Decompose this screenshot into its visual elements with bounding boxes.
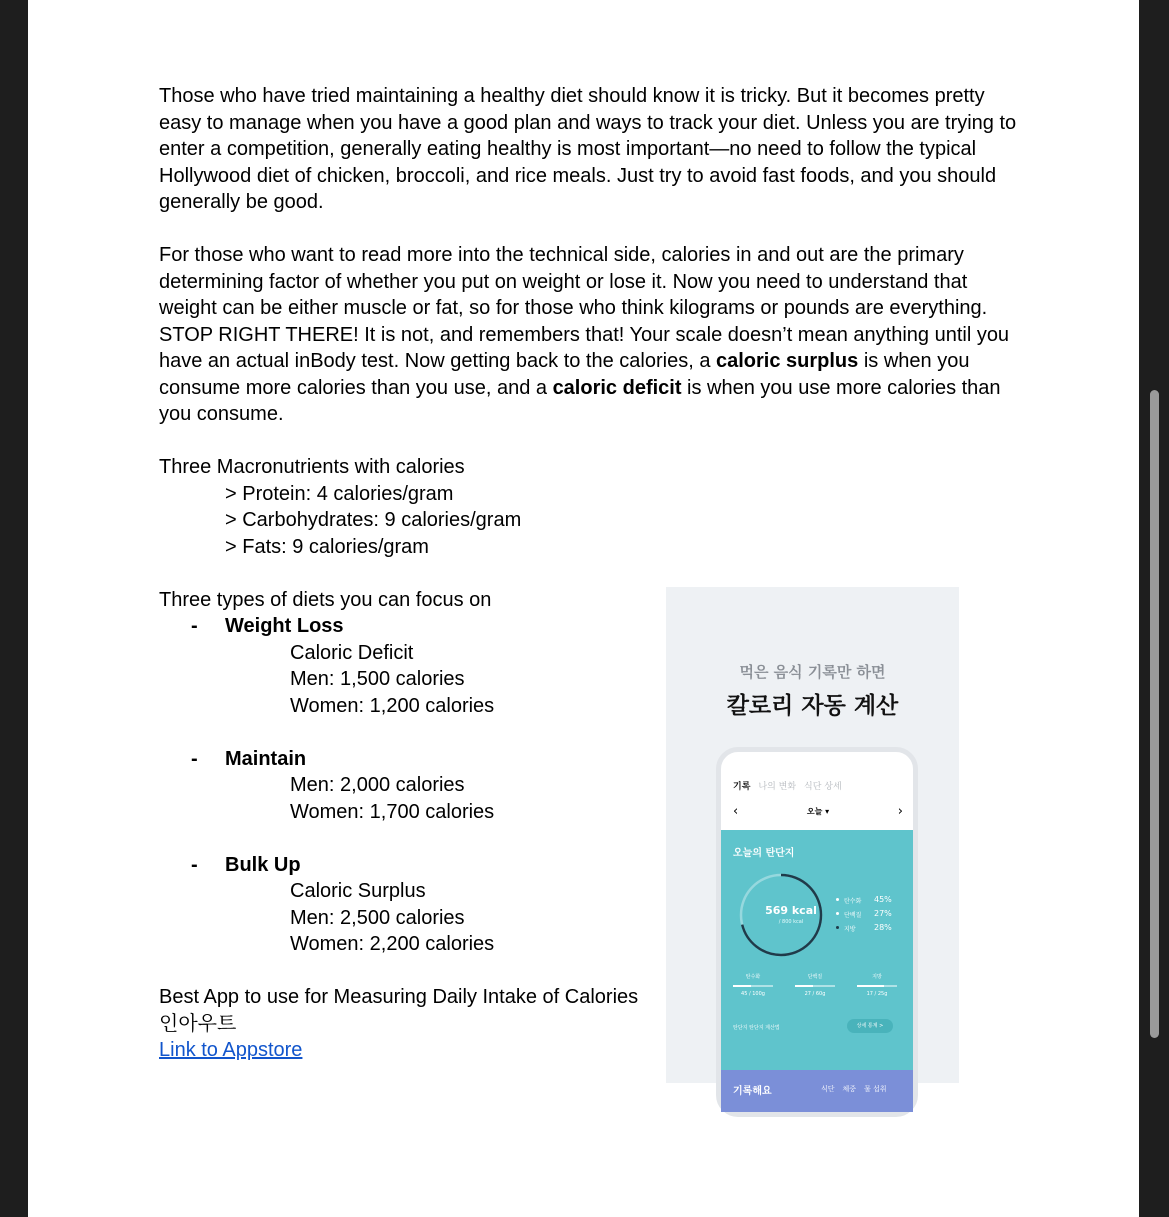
macros-title: Three Macronutrients with calories [159,456,465,478]
appstore-link[interactable]: Link to Appstore [159,1039,303,1061]
diet-line: Women: 1,200 calories [290,694,495,717]
macro-legend [836,896,896,938]
bullet-dash: - [191,615,198,637]
detail-stats-button: 상세 통계 > [847,1019,893,1033]
diet-line: Women: 1,700 calories [290,800,495,823]
bar-label: 단백질 [807,974,823,980]
bar-label: 탄수화 [745,974,761,980]
diet-line: Caloric Deficit [290,641,414,664]
phone-footer [721,1070,913,1112]
chevron-left-icon: ‹ [733,804,739,819]
diet-line: Men: 1,500 calories [290,668,465,690]
kcal-value: 569 kcal [765,904,817,917]
promo-headline: 칼로리 자동 계산 [726,693,899,719]
promo-subtitle: 먹은 음식 기록만 하면 [739,663,886,681]
bar-value: 27 / 60g [804,991,826,997]
legend-item: 단백질 27% [836,910,896,924]
app-promo-image [666,587,959,1097]
kcal-goal: / 800 kcal [778,919,804,925]
bullet-dash: - [191,853,198,876]
footer-items: 식단 체중 물 섭취 [821,1085,887,1093]
calories-text-b: is when you consume more calories than you use, and a [159,350,970,399]
app-title: Best App to use for Measuring Daily Intake of Calories [159,986,639,1008]
tab-my-change: 나의 변화 [758,782,797,792]
bar-track [795,985,835,987]
calories-paragraph [159,242,1019,428]
caloric-deficit-term: caloric deficit [552,376,682,399]
document-page [28,0,1139,1217]
legend-item: 탄수화 45% [836,896,896,910]
card-title: 오늘의 탄단지 [733,848,795,859]
bullet-dash: - [191,747,198,770]
bar-value: 17 / 25g [866,991,888,997]
calc-method-toggle: 탄단지 탄단지 계산법 [733,1025,780,1031]
diet-line: Men: 2,000 calories [290,774,465,796]
diet-line: Women: 2,200 calories [290,933,495,955]
app-name: 인아우트 [159,1012,237,1035]
phone-tabs [733,779,850,792]
calories-text-a: For those who want to read more into the technical side, calories in and out are the primary determining factor of whether you put on weight or lose it. Now you need to understand that weight can be either muscle or fat, so for those who think kilograms or pounds are everything. STOP RIGHT THERE! It is not, and remembers that! Your scale doesn’t mean anything until you have an actual inBody test. Now getting back to the calories, a [159,244,1010,372]
diet-name: Bulk Up [225,853,301,876]
legend-item: 지방 28% [836,924,896,938]
bar-value: 45 / 100g [741,991,765,997]
phone-mockup [716,747,918,1117]
footer-record: 기록해요 [733,1086,772,1097]
bar-track [857,985,897,987]
macro-carbohydrates: > Carbohydrates: 9 calories/gram [225,509,522,531]
diet-name: Weight Loss [225,615,344,637]
tab-diet-detail: 식단 상세 [804,782,842,792]
macronutrients-section [159,454,1019,560]
diets-title: Three types of diets you can focus on [159,588,492,611]
macro-fats: > Fats: 9 calories/gram [225,535,429,558]
scrollbar-thumb[interactable] [1150,390,1159,1038]
diet-name: Maintain [225,747,307,770]
nutrient-card [721,830,913,1070]
bar-track [733,985,773,987]
caloric-surplus-term: caloric surplus [716,350,859,372]
intro-paragraph: Those who have tried maintaining a healthy diet should know it is tricky. But it becomes pretty easy to manage when you have a good plan and ways to track your diet. Unless you are trying to enter a competition, generally eating healthy is most important—no need to follow the typical Hollywood diet of chicken, broccoli, and rice meals. Just try to avoid fast foods, and you should generally be good. [159,85,1017,213]
diet-line: Caloric Surplus [290,880,426,902]
calories-text-c: is when you use more calories than you consume. [159,376,1001,425]
chevron-right-icon: › [897,804,903,819]
bar-label: 지방 [872,974,882,980]
diet-line: Men: 2,500 calories [290,906,465,929]
macro-protein: > Protein: 4 calories/gram [225,482,454,505]
date-label: 오늘 ▾ [806,807,830,816]
tab-record: 기록 [733,782,751,792]
